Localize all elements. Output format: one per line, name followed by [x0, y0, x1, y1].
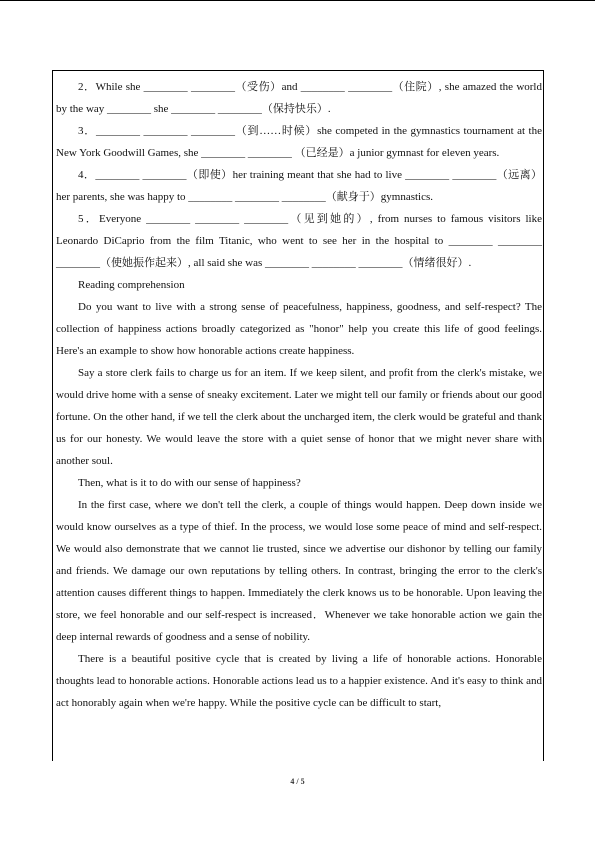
reading-paragraph-5: There is a beautiful positive cycle that is created by living a life of honorable actions. Honorable thoughts lead to honorable actions. Honorable actions lead us to a happier existence. And it's easy to think and act honorably again when we're happy. While the positive cycle can be difficult to start,	[56, 653, 542, 709]
section-heading: Reading comprehension	[78, 279, 185, 291]
reading-paragraph-2: Say a store clerk fails to charge us for an item. If we keep silent, and profit from the clerk's mistake, we would drive home with a sense of sneaky excitement. Later we might tell our family or friends about our good fortune. On the other hand, if we tell the clerk about the uncharged item, the clerk would be grateful and thank us for our honesty. We would leave the store with a quiet sense of honor that we might never share with another soul.	[56, 367, 542, 467]
exercise-item-2: 2．While she ________ ________（受伤）and ________ ________（住院）, she amazed the world by the way ________ she ________ ________（保持快乐）.	[56, 81, 542, 115]
page-top-rule	[0, 0, 595, 1]
document-body	[56, 76, 542, 714]
reading-paragraph-1: Do you want to live with a strong sense of peacefulness, happiness, goodness, and self-respect? The collection of happiness actions broadly categorized as "honor" help you create this life of good feelings. Here's an example to show how honorable actions create happiness.	[56, 301, 542, 357]
exercise-item-3: 3．________ ________ ________（到……时候）she competed in the gymnastics tournament at the New York Goodwill Games, she ________ ________ （已经是）a junior gymnast for eleven years.	[56, 125, 542, 159]
reading-paragraph-4: In the first case, where we don't tell the clerk, a couple of things would happen. Deep down inside we would know ourselves as a type of thief. In the process, we would lose some peace of mind and self-respect. We would also demonstrate that we cannot lie trusted, since we advertise our dishonor by telling our family and friends. We damage our own reputations by telling others. In contrast, bringing the error to the clerk's attention causes different things to happen. Immediately the clerk knows us to be honorable. Upon leaving the store, we feel honorable and our self-respect is increased．Whenever we take honorable action we gain the deep internal rewards of goodness and a sense of nobility.	[56, 499, 542, 643]
exercise-item-5: 5．Everyone ________ ________ ________（见到她的）, from nurses to famous visitors like Leonardo DiCaprio from the film Titanic, who went to see her in the hospital to ________ ________ ________（使她振作起来）, all said she was ________ ________ ________（情绪很好）.	[56, 213, 542, 269]
page-number: 4 / 5	[290, 777, 305, 786]
reading-paragraph-3: Then, what is it to do with our sense of happiness?	[78, 477, 301, 489]
content-box	[52, 70, 544, 761]
exercise-item-4: 4．________ ________（即使）her training meant that she had to live ________ ________（远离）her parents, she was happy to ________ ________ ________（献身于）gymnastics.	[56, 169, 542, 203]
